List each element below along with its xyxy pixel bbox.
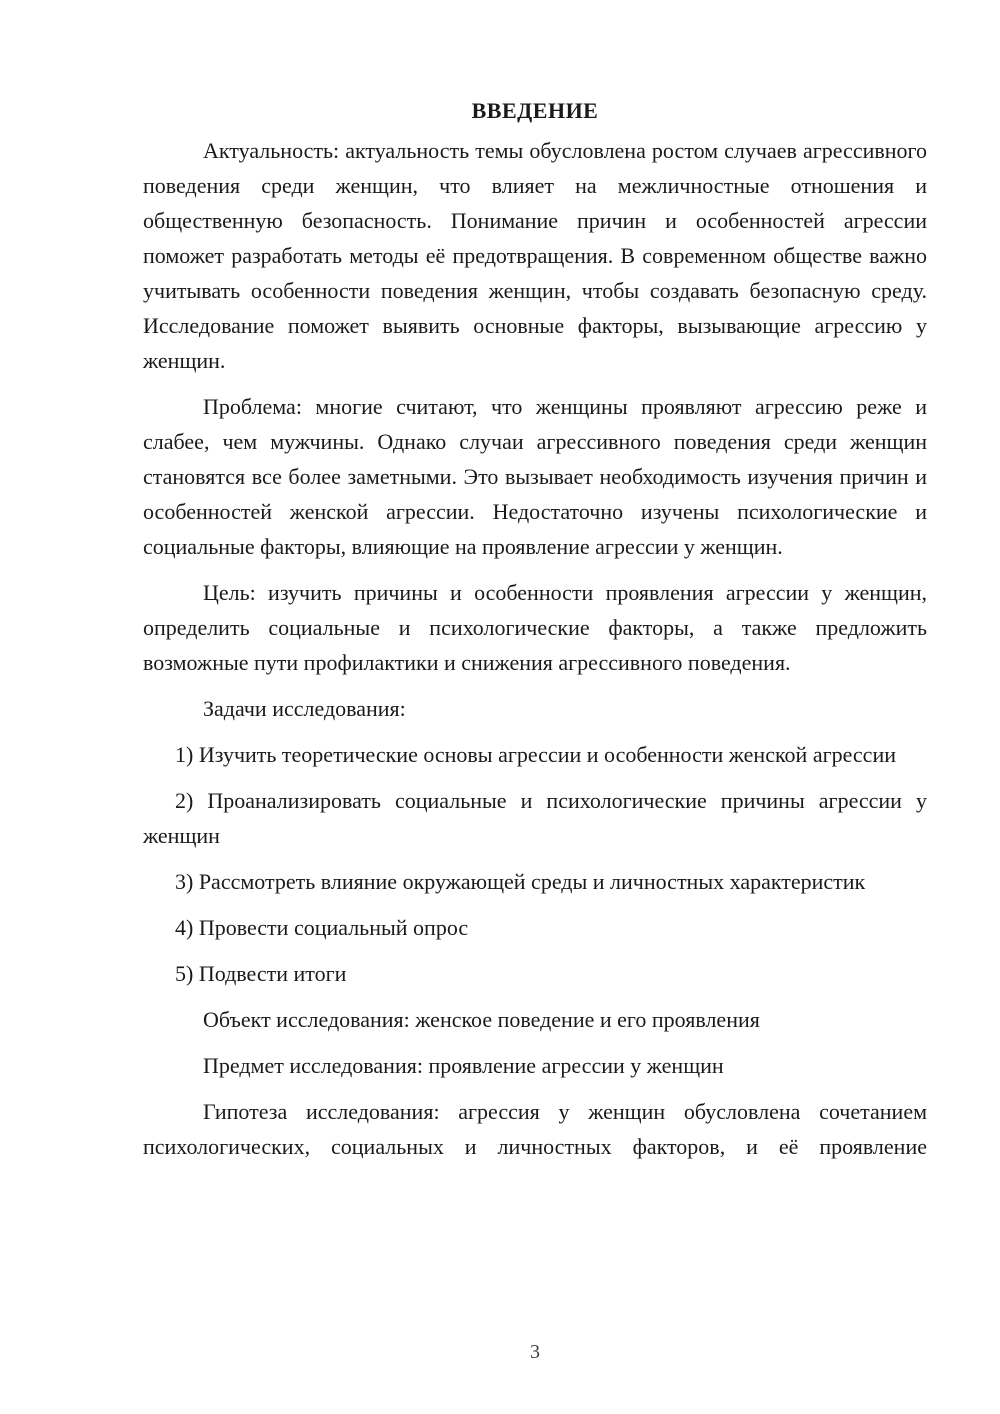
paragraph-object: Объект исследования: женское поведение и его проявления bbox=[203, 1007, 760, 1032]
paragraph-subject: Предмет исследования: проявление агрессии у женщин bbox=[203, 1053, 724, 1078]
paragraph-relevance: Актуальность: актуальность темы обусловлена ростом случаев агрессивного поведения среди женщин, что влияет на межличностные отношения и общественную безопасность. Понимание причин и особенностей агрессии поможет разработать методы её предотвращения. В современном обществе важно учитывать особенности поведения женщин, чтобы создавать безопасную среду. Исследование поможет выявить основные факторы, вызывающие агрессию у женщин. bbox=[143, 138, 927, 373]
page-number: 3 bbox=[530, 1341, 540, 1363]
paragraph-problem: Проблема: многие считают, что женщины проявляют агрессию реже и слабее, чем мужчины. Однако случаи агрессивного поведения среди женщин становятся все более заметными. Это вызывает необходимость изучения причин и особенностей женской агрессии. Недостаточно изучены психологические и социальные факторы, влияющие на проявление агрессии у женщин. bbox=[143, 394, 927, 559]
paragraph-hypothesis: Гипотеза исследования: агрессия у женщин обусловлена сочетанием психологических, социальных и личностных факторов, и её проявление bbox=[143, 1099, 927, 1159]
tasks-heading: Задачи исследования: bbox=[203, 696, 406, 721]
task-item-1: 1) Изучить теоретические основы агрессии и особенности женской агрессии bbox=[175, 742, 896, 767]
task-item-3: 3) Рассмотреть влияние окружающей среды и личностных характеристик bbox=[175, 869, 866, 894]
section-title: ВВЕДЕНИЕ bbox=[471, 98, 599, 123]
task-item-2: 2) Проанализировать социальные и психологические причины агрессии у женщин bbox=[143, 788, 927, 848]
task-item-4: 4) Провести социальный опрос bbox=[175, 915, 469, 940]
page-content bbox=[143, 93, 927, 1175]
paragraph-goal: Цель: изучить причины и особенности проявления агрессии у женщин, определить социальные и психологические факторы, а также предложить возможные пути профилактики и снижения агрессивного поведения. bbox=[143, 580, 927, 675]
task-item-5: 5) Подвести итоги bbox=[175, 961, 347, 986]
